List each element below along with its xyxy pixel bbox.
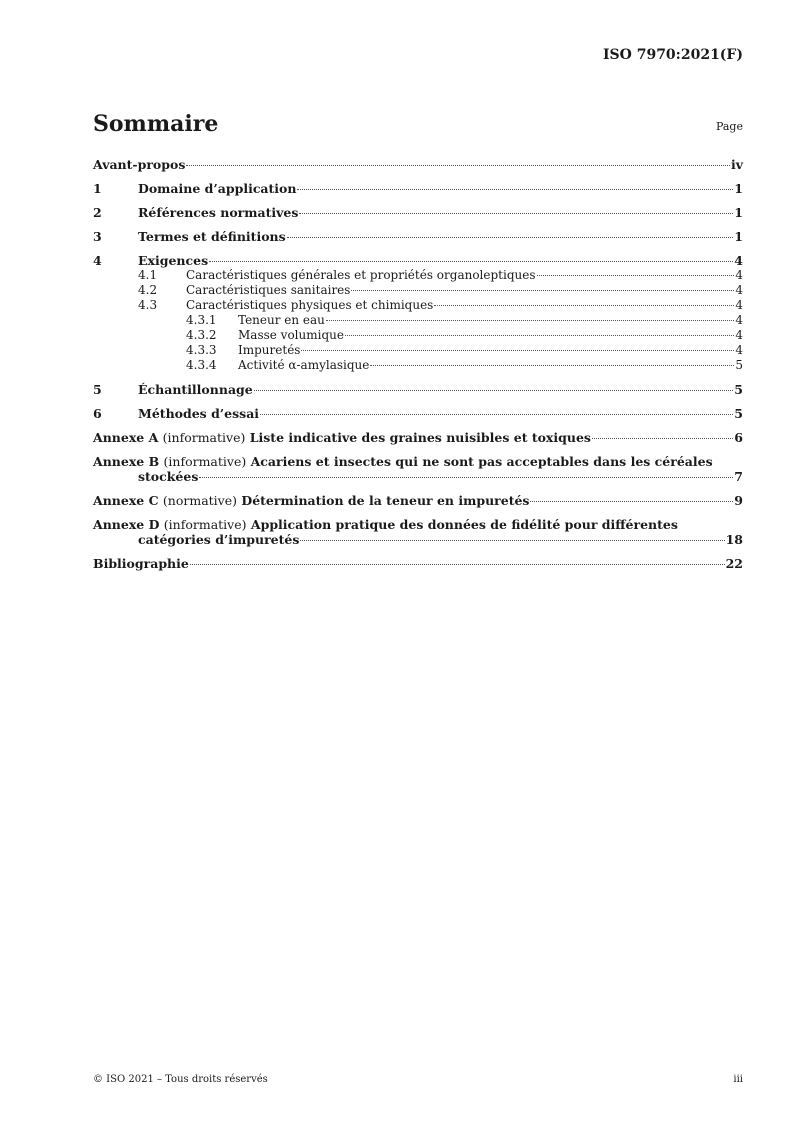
leader-dots bbox=[537, 275, 735, 276]
toc-entry-title-continued[interactable]: catégories d’impuretés bbox=[138, 532, 300, 547]
leader-dots bbox=[592, 438, 733, 439]
toc-entry-page[interactable]: 5 bbox=[734, 382, 743, 397]
toc-entry-title[interactable]: Méthodes d’essai bbox=[138, 406, 260, 421]
table-of-contents bbox=[93, 157, 743, 571]
toc-entry[interactable] bbox=[93, 343, 743, 358]
annex-label: Annexe D bbox=[93, 517, 160, 532]
document-id: ISO 7970:2021(F) bbox=[602, 47, 743, 63]
toc-entry-title[interactable]: Caractéristiques générales et propriétés organoleptiques bbox=[186, 268, 536, 282]
toc-entry-title[interactable]: Domaine d’application bbox=[138, 181, 297, 196]
toc-entry-title[interactable]: Impuretés bbox=[238, 343, 301, 357]
toc-entry-number: 2 bbox=[93, 205, 102, 220]
toc-entry-page[interactable]: 1 bbox=[734, 181, 743, 196]
toc-entry-page[interactable]: 1 bbox=[734, 229, 743, 244]
leader-dots bbox=[434, 305, 734, 306]
toc-entry[interactable] bbox=[93, 157, 743, 172]
toc-entry-page[interactable]: 4 bbox=[735, 343, 743, 357]
toc-entry-page[interactable]: 4 bbox=[735, 298, 743, 312]
toc-entry-number: 4 bbox=[93, 253, 102, 268]
leader-dots bbox=[297, 189, 733, 190]
leader-dots bbox=[254, 390, 734, 391]
toc-entry[interactable] bbox=[93, 253, 743, 268]
toc-entry-page[interactable]: 22 bbox=[725, 556, 743, 571]
toc-entry-number: 4.3 bbox=[138, 298, 158, 312]
toc-entry-page[interactable]: 1 bbox=[734, 205, 743, 220]
toc-entry-title[interactable]: Bibliographie bbox=[93, 556, 189, 571]
toc-entry-title[interactable]: Exigences bbox=[138, 253, 209, 268]
toc-entry[interactable] bbox=[93, 181, 743, 196]
toc-entry-continuation[interactable] bbox=[93, 469, 743, 484]
toc-entry-title[interactable]: Liste indicative des graines nuisibles et toxiques bbox=[249, 430, 591, 445]
toc-entry-number: 4.3.3 bbox=[186, 343, 217, 357]
annex-kind: (normative) bbox=[162, 493, 237, 508]
toc-entry-number: 6 bbox=[93, 406, 102, 421]
toc-entry-title[interactable]: Caractéristiques physiques et chimiques bbox=[186, 298, 434, 312]
toc-entry-page[interactable]: 4 bbox=[735, 283, 743, 297]
toc-entry-page[interactable]: 7 bbox=[734, 469, 743, 484]
leader-dots bbox=[530, 501, 733, 502]
toc-entry[interactable] bbox=[93, 358, 743, 373]
leader-dots bbox=[190, 564, 725, 565]
toc-entry[interactable] bbox=[93, 556, 743, 571]
toc-entry-title[interactable]: Caractéristiques sanitaires bbox=[186, 283, 351, 297]
leader-dots bbox=[300, 540, 724, 541]
toc-entry-page[interactable]: iv bbox=[730, 157, 743, 172]
toc-entry[interactable] bbox=[93, 313, 743, 328]
toc-entry-title[interactable]: Acariens et insectes qui ne sont pas acceptables dans les céréales bbox=[250, 454, 713, 469]
toc-entry-page[interactable]: 9 bbox=[734, 493, 743, 508]
toc-entry-number: 4.2 bbox=[138, 283, 158, 297]
toc-entry[interactable] bbox=[93, 205, 743, 220]
toc-entry[interactable] bbox=[93, 517, 743, 532]
toc-entry-number: 4.3.1 bbox=[186, 313, 217, 327]
toc-entry[interactable] bbox=[93, 382, 743, 397]
toc-entry-continuation[interactable] bbox=[93, 532, 743, 547]
toc-entry-number: 4.1 bbox=[138, 268, 158, 282]
toc-entry-title[interactable]: Masse volumique bbox=[238, 328, 344, 342]
toc-entry[interactable] bbox=[93, 283, 743, 298]
toc-entry-title[interactable]: Application pratique des données de fidélité pour différentes bbox=[250, 517, 678, 532]
page-column-label: Page bbox=[715, 120, 743, 133]
leader-dots bbox=[370, 365, 734, 366]
toc-entry-number: 4.3.4 bbox=[186, 358, 217, 372]
toc-entry-page[interactable]: 4 bbox=[735, 328, 743, 342]
toc-entry[interactable] bbox=[93, 268, 743, 283]
page-number: iii bbox=[733, 1074, 743, 1085]
toc-entry[interactable] bbox=[93, 229, 743, 244]
annex-label: Annexe A bbox=[93, 430, 159, 445]
toc-entry-page[interactable]: 5 bbox=[735, 358, 743, 372]
toc-entry-page[interactable]: 18 bbox=[725, 532, 743, 547]
annex-label: Annexe C bbox=[93, 493, 159, 508]
toc-entry-title-continued[interactable]: stockées bbox=[138, 469, 199, 484]
toc-entry[interactable] bbox=[93, 493, 743, 508]
toc-entry-title[interactable]: Teneur en eau bbox=[238, 313, 325, 327]
leader-dots bbox=[199, 477, 733, 478]
toc-entry-title[interactable]: Échantillonnage bbox=[138, 382, 253, 397]
toc-entry-title[interactable]: Références normatives bbox=[138, 205, 299, 220]
leader-dots bbox=[301, 350, 734, 351]
toc-entry-title[interactable]: Détermination de la teneur en impuretés bbox=[241, 493, 530, 508]
toc-entry-page[interactable]: 4 bbox=[734, 253, 743, 268]
toc-entry-number: 4.3.2 bbox=[186, 328, 217, 342]
copyright-notice: © ISO 2021 – Tous droits réservés bbox=[93, 1074, 268, 1085]
toc-entry-page[interactable]: 4 bbox=[735, 268, 743, 282]
toc-entry[interactable] bbox=[93, 298, 743, 313]
toc-entry-number: 1 bbox=[93, 181, 102, 196]
toc-entry[interactable] bbox=[93, 454, 743, 469]
toc-entry[interactable] bbox=[93, 430, 743, 445]
toc-entry-number: 5 bbox=[93, 382, 102, 397]
leader-dots bbox=[186, 165, 730, 166]
page-footer bbox=[93, 1074, 743, 1085]
leader-dots bbox=[351, 290, 734, 291]
annex-label: Annexe B bbox=[93, 454, 160, 469]
toc-entry-title[interactable]: Termes et définitions bbox=[138, 229, 286, 244]
leader-dots bbox=[299, 213, 733, 214]
toc-entry[interactable] bbox=[93, 406, 743, 421]
leader-dots bbox=[209, 261, 733, 262]
leader-dots bbox=[326, 320, 734, 321]
page-title: Sommaire bbox=[93, 111, 219, 137]
annex-kind: (informative) bbox=[162, 430, 246, 445]
toc-entry[interactable] bbox=[93, 328, 743, 343]
leader-dots bbox=[260, 414, 733, 415]
toc-entry-number: 3 bbox=[93, 229, 102, 244]
annex-kind: (informative) bbox=[163, 517, 247, 532]
toc-entry-page[interactable]: 4 bbox=[735, 313, 743, 327]
toc-entry-page[interactable]: 5 bbox=[734, 406, 743, 421]
toc-entry-title[interactable]: Activité α-amylasique bbox=[238, 358, 370, 372]
toc-entry-page[interactable]: 6 bbox=[734, 430, 743, 445]
leader-dots bbox=[287, 237, 734, 238]
toc-entry-title[interactable]: Avant-propos bbox=[93, 157, 186, 172]
annex-kind: (informative) bbox=[163, 454, 247, 469]
leader-dots bbox=[345, 335, 734, 336]
